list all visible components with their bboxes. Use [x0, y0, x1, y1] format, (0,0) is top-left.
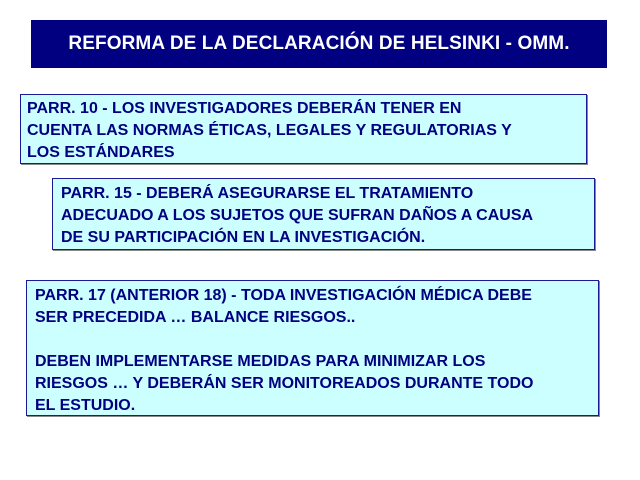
paragraph-line: LOS ESTÁNDARES	[27, 144, 175, 161]
paragraph-line: PARR. 15 - DEBERÁ ASEGURARSE EL TRATAMIENTO	[61, 185, 474, 202]
paragraph-line: PARR. 10 - LOS INVESTIGADORES DEBERÁN TENER EN	[27, 100, 462, 117]
paragraph-line: ADECUADO A LOS SUJETOS QUE SUFRAN DAÑOS A CAUSA	[61, 207, 534, 224]
slide-title: REFORMA DE LA DECLARACIÓN DE HELSINKI - OMM.	[68, 33, 570, 54]
paragraph-line: EL ESTUDIO.	[35, 397, 136, 414]
paragraph-box-parr-15	[52, 178, 595, 250]
paragraph-line: PARR. 17 (ANTERIOR 18) - TODA INVESTIGACIÓN MÉDICA DEBE	[35, 287, 532, 304]
paragraph-line: DEBEN IMPLEMENTARSE MEDIDAS PARA MINIMIZAR LOS	[35, 353, 486, 370]
paragraph-spacer	[35, 329, 590, 351]
paragraph-line: DE SU PARTICIPACIÓN EN LA INVESTIGACIÓN.	[61, 229, 426, 246]
paragraph-box-parr-10	[20, 94, 587, 164]
paragraph-line: CUENTA LAS NORMAS ÉTICAS, LEGALES Y REGULATORIAS Y	[27, 122, 512, 139]
paragraph-line: RIESGOS … Y DEBERÁN SER MONITOREADOS DURANTE TODO	[35, 375, 534, 392]
slide-title-banner	[31, 20, 607, 68]
paragraph-box-parr-17	[26, 280, 599, 416]
paragraph-line: SER PRECEDIDA … BALANCE RIESGOS..	[35, 309, 356, 326]
